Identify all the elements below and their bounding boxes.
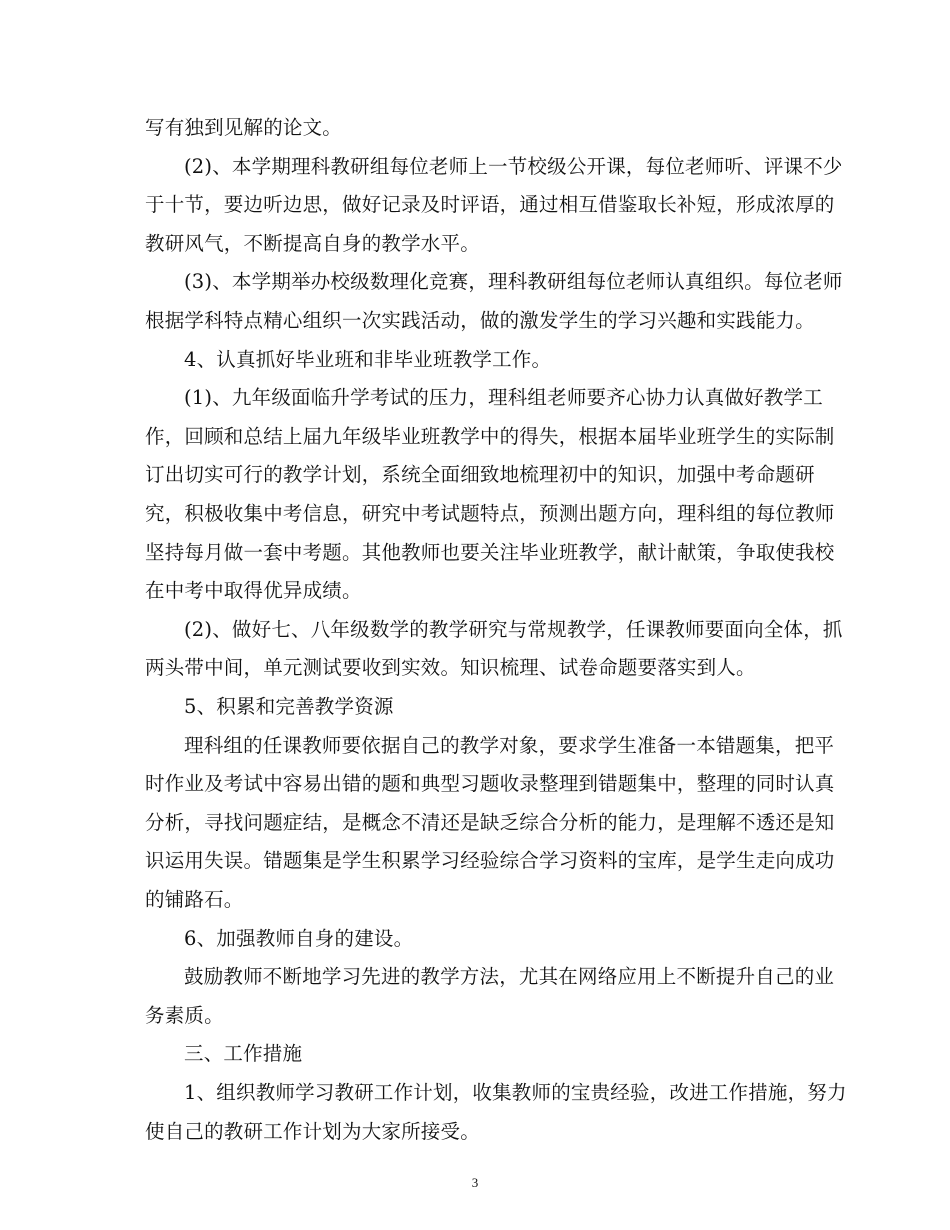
text-line: 1、组织教师学习教研工作计划，收集教师的宝贵经验，改进工作措施，努力 [184, 1081, 847, 1104]
text-line: 务素质。 [145, 1003, 224, 1027]
text-line: 两头带中间，单元测试要收到实效。知识梳理、试卷命题要落实到人。 [145, 656, 756, 680]
text-line: 分析，寻找问题症结，是概念不清还是缺乏综合分析的能力，是理解不透还是知 [145, 810, 835, 834]
text-line: 作，回顾和总结上届九年级毕业班教学中的得失，根据本届毕业班学生的实际制 [145, 424, 835, 448]
text-line: 时作业及考试中容易出错的题和典型习题收录整理到错题集中，整理的同时认真 [145, 772, 835, 796]
text-line: (2)、做好七、八年级数学的教学研究与常规教学，任课教师要面向全体，抓 [184, 617, 843, 641]
text-line: 三、工作措施 [184, 1042, 303, 1066]
text-line: 识运用失误。错题集是学生积累学习经验综合学习资料的宝库，是学生走向成功 [145, 849, 835, 873]
text-line: 6、加强教师自身的建设。 [184, 926, 414, 950]
text-line: 鼓励教师不断地学习先进的教学方法，尤其在网络应用上不断提升自己的业 [184, 965, 835, 989]
text-line: 根据学科特点精心组织一次实践活动，做的激发学生的学习兴趣和实践能力。 [145, 309, 815, 332]
text-line: 5、积累和完善教学资源 [184, 695, 394, 718]
text-line: (3)、本学期举办校级数理化竞赛，理科教研组每位老师认真组织。每位老师 [184, 270, 843, 294]
text-line: 理科组的任课教师要依据自己的教学对象，要求学生准备一本错题集，把平 [184, 733, 835, 757]
text-line: (2)、本学期理科教研组每位老师上一节校级公开课，每位老师听、评课不少 [184, 154, 843, 178]
text-line: 写有独到见解的论文。 [145, 116, 343, 139]
text-line: 使自己的教研工作计划为大家所接受。 [145, 1119, 480, 1143]
text-line: 订出切实可行的教学计划，系统全面细致地梳理初中的知识，加强中考命题研 [145, 463, 815, 487]
text-line: (1)、九年级面临升学考试的压力，理科组老师要齐心协力认真做好教学工 [184, 386, 823, 410]
text-line: 教研风气，不断提高自身的教学水平。 [145, 231, 480, 255]
text-line: 究，积极收集中考信息，研究中考试题特点，预测出题方向，理科组的每位教师 [145, 502, 835, 525]
text-line: 于十节，要边听边思，做好记录及时评语，通过相互借鉴取长补短，形成浓厚的 [145, 193, 835, 217]
text-line: 4、认真抓好毕业班和非毕业班教学工作。 [184, 347, 552, 371]
page-number: 3 [471, 1175, 479, 1191]
text-line: 坚持每月做一套中考题。其他教师也要关注毕业班教学，献计献策，争取使我校 [145, 540, 835, 564]
text-line: 在中考中取得优异成绩。 [145, 579, 362, 603]
text-line: 的铺路石。 [145, 888, 244, 911]
